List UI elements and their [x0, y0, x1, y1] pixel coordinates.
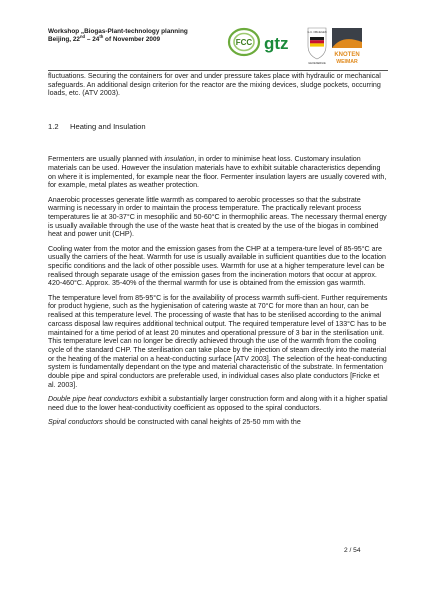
- continuation-paragraph: fluctuations. Securing the containers for over and under pressure takes place with hydraulic or mechanical safeguards. An additional design criterion for the reactor are the mixing devices, sludge pockets, occurring loads, etc. (ATV 2003).: [48, 72, 381, 98]
- section-title: Heating and Insulation: [70, 122, 146, 132]
- gtz-logo: [264, 34, 289, 53]
- paragraph-spiral: Spiral conductors should be constructed with canal heights of 25-50 mm with the: [48, 418, 301, 427]
- svg-text:WEIMAR: WEIMAR: [336, 59, 358, 65]
- university-badge: [307, 28, 326, 65]
- partner-logos: [226, 24, 390, 68]
- paragraph-anaerobic: Anaerobic processes generate little warmth as compared to aerobic processes so that the substrate warming is necessary in order to maintain the process temperature. The practically relevant process temperatures lie at 30-37°C in mesophilic and 50-60°C in thermophilic areas. The necessary thermal energy is usually available through the use of the waste heat that is created by the use of the biogas in combined heat and power unit (CHP).: [48, 195, 387, 239]
- fcc-logo: [229, 29, 259, 55]
- paragraph-cooling-water: Cooling water from the motor and the emission gases from the CHP at a tempera-ture level of 85-95°C are usually the carriers of the heat. Warmth for use is usually available in sufficient quantities due to the location specific conditions and the lack of other possible uses. Warmth for use at a higher temperature level can be realised through separate usage of the emission gases from the incineration motors that occur at approx. 420-460°C. Approx. 35-40% of the thermal warmth for use is obtained from the emission gas warmth.: [48, 244, 386, 288]
- svg-text:G.U. OBLIEGEN: G.U. OBLIEGEN: [307, 31, 327, 34]
- paragraph-insulation: Fermenters are usually planned with insulation, in order to minimise heat loss. Customary insulation materials can be used. However the insulation materials have to exhibit suitable characteristics depending on where it is implemented, for example near the floor. Fermenter insulation layers are usually covered with, for example, metal plates as weather protection.: [48, 155, 387, 190]
- svg-text:GEOENERGIE: GEOENERGIE: [308, 62, 326, 65]
- workshop-date: Beijing, 22nd – 24th of November 2009: [48, 34, 161, 44]
- section-number: 1.2: [48, 122, 59, 132]
- section-heading: [48, 122, 388, 131]
- svg-text:FCC: FCC: [235, 38, 253, 47]
- header-text: [48, 28, 188, 44]
- document-body: [48, 72, 388, 427]
- paragraph-double-pipe: Double pipe heat conductors exhibit a substantially larger construction form and along with it a higher spatial need due to the lower heat-conductivity coefficient as opposed to the spiral conductors.: [48, 395, 388, 412]
- paragraph-temperature-level: The temperature level from 85-95°C is for the availability of process warmth suffi-cient. Further requirements for product hygiene, such as the hygienisation of catering waste at 70°C for more than an hour, can be realised at this temperature level. The processing of waste that has to be sterilised according to the animal carcass disposal law requires additional technical output. The required temperature level of 133°C has to be maintained for a time period of at least 20 minutes and operational pressure of 3 bar in the sterilisation unit. This temperature level can no longer be directly achieved through the use of the warmth from the cooling cycle of the standard CHP. The sterilisation can take place by the injection of steam directly into the material or the heating of the material on a heat-conducting surface [ATV 2003]. The selection of the heat-conducting system is fundamentally dependant on the type and material characteristic of the substrate. In fermentation double pipe and spiral conductors are preferable used, in individual cases also plate conductors [Fricke et al. 2003].: [48, 293, 388, 389]
- svg-text:gtz: gtz: [264, 34, 289, 53]
- svg-text:KNOTEN: KNOTEN: [334, 52, 360, 58]
- page-header: [48, 24, 388, 68]
- header-divider: [48, 70, 388, 71]
- knoten-weimar-logo: [332, 28, 362, 65]
- page-number: 2 / 54: [344, 547, 361, 554]
- workshop-title: Workshop „Biogas-Plant-technology planning: [48, 28, 188, 35]
